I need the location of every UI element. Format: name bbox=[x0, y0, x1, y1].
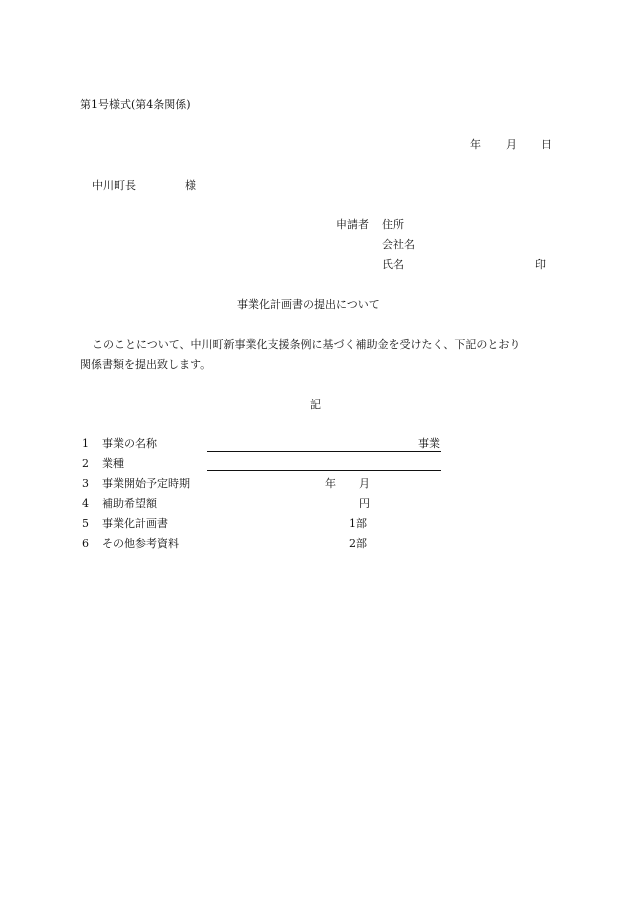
body-line-1: このことについて、中川町新事業化支援条例に基づく補助金を受けたく、下記のとおり bbox=[92, 338, 521, 351]
item-number: 5 bbox=[82, 517, 89, 530]
applicant-label: 申請者 bbox=[336, 218, 369, 231]
item-year: 年 bbox=[325, 477, 336, 490]
item-value: 2部 bbox=[349, 537, 367, 550]
underline bbox=[207, 451, 441, 452]
ki-heading: 記 bbox=[310, 398, 321, 411]
applicant-company-label: 会社名 bbox=[382, 238, 415, 251]
underline bbox=[207, 470, 441, 471]
addressee-name: 中川町長 bbox=[92, 179, 136, 192]
item-label: その他参考資料 bbox=[102, 537, 179, 550]
date-day: 日 bbox=[541, 138, 552, 151]
addressee-honorific: 様 bbox=[185, 179, 196, 192]
item-number: 6 bbox=[82, 537, 89, 550]
item-number: 3 bbox=[82, 477, 89, 490]
item-month: 月 bbox=[359, 477, 370, 490]
applicant-address-label: 住所 bbox=[382, 218, 404, 231]
item-value: 円 bbox=[359, 497, 370, 510]
form-label: 第1号様式(第4条関係) bbox=[80, 98, 191, 111]
item-label: 事業開始予定時期 bbox=[102, 477, 190, 490]
item-number: 2 bbox=[82, 457, 89, 470]
seal-mark: 印 bbox=[535, 258, 546, 271]
item-number: 4 bbox=[82, 497, 89, 510]
document-subject: 事業化計画書の提出について bbox=[237, 298, 380, 311]
date-year: 年 bbox=[470, 138, 481, 151]
item-value: 1部 bbox=[349, 517, 367, 530]
item-number: 1 bbox=[82, 437, 89, 450]
body-line-2: 関係書類を提出致します。 bbox=[80, 358, 212, 371]
item-label: 業種 bbox=[102, 457, 124, 470]
date-month: 月 bbox=[506, 138, 517, 151]
item-suffix: 事業 bbox=[418, 437, 440, 450]
item-label: 事業化計画書 bbox=[102, 517, 168, 530]
item-label: 補助希望額 bbox=[102, 497, 157, 510]
item-label: 事業の名称 bbox=[102, 437, 157, 450]
applicant-name-label: 氏名 bbox=[382, 258, 404, 271]
